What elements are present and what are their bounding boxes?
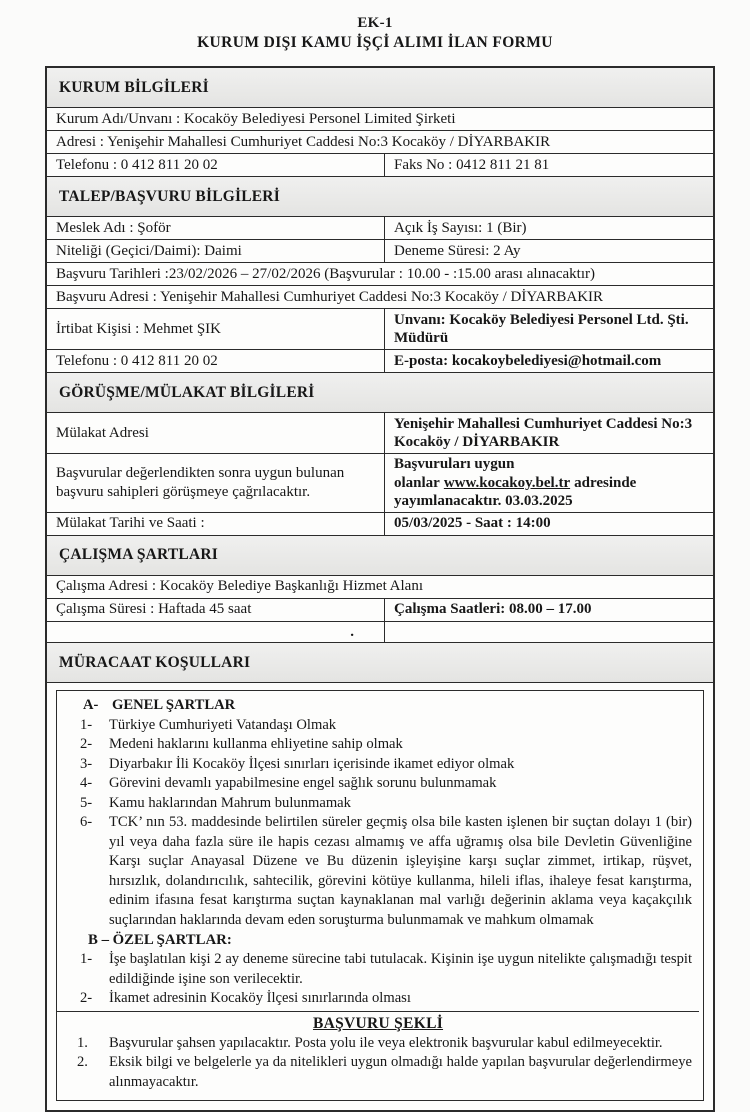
kurum-faks-value: Faks No : 0412 811 21 81 <box>394 156 550 173</box>
conditions-inner-box <box>56 690 704 1101</box>
row-irtibat-unvan <box>47 309 713 350</box>
ozel-sart-item <box>57 989 699 1009</box>
item-text: Diyarbakır İli Kocaköy İlçesi sınırları içerisinde ikamet ediyor olmak <box>109 755 515 772</box>
muracaat-body <box>47 683 713 1110</box>
item-text: Eksik bilgi ve belgelerle ya da nitelikleri uygun olmadığı halde yapılan başvurular değerlendirmeye alınmayacaktır. <box>109 1054 692 1090</box>
eposta-value: E-posta: kocakoybelediyesi@hotmail.com <box>394 352 662 369</box>
item-number: 1- <box>80 716 93 733</box>
genel-sartlar-heading <box>57 696 699 716</box>
genel-sart-item <box>57 735 699 755</box>
basvuru-sekli-block <box>57 1011 699 1101</box>
kurum-adres-value: Adresi : Yenişehir Mahallesi Cumhuriyet Caddesi No:3 Kocaköy / DİYARBAKIR <box>56 133 551 150</box>
row-basvuru-adresi <box>47 286 713 309</box>
item-text: Medeni haklarını kullanma ehliyetine sahip olmak <box>109 736 403 753</box>
item-text: Başvurular şahsen yapılacaktır. Posta yolu ile veya elektronik başvurular kabul edilmeyecektir. <box>109 1034 663 1051</box>
row-empty-dot <box>47 622 713 644</box>
basvuru-sekli-item <box>57 1053 699 1092</box>
basvuru-tarihleri-value: Başvuru Tarihleri :23/02/2026 – 27/02/2026 (Başvurular : 10.00 - :15.00 arası alınacaktır) <box>56 265 595 282</box>
item-number: 5- <box>80 794 93 811</box>
genel-sartlar-title: GENEL ŞARTLAR <box>112 697 236 714</box>
talep-telefon-value: Telefonu : 0 412 811 20 02 <box>56 352 218 369</box>
item-number: 4- <box>80 775 93 792</box>
yayim-url-link: www.kocakoy.bel.tr <box>443 474 571 491</box>
row-mulakat-adresi <box>47 413 713 454</box>
section-header-gorusme-mulakat: GÖRÜŞME/MÜLAKAT BİLGİLERİ <box>47 373 713 413</box>
item-number: 1. <box>77 1034 88 1051</box>
yayim-suffix: adresinde yayımlanacaktır. 03.03.2025 <box>394 474 637 510</box>
mulakat-tarihi-value: 05/03/2025 - Saat : 14:00 <box>394 515 551 532</box>
item-number: 2- <box>80 990 93 1007</box>
calisma-suresi-value: Çalışma Süresi : Haftada 45 saat <box>56 601 252 618</box>
basvuru-sekli-title: BAŞVURU ŞEKLİ <box>312 1014 444 1032</box>
item-text: TCK’ nın 53. maddesinde belirtilen süreler geçmiş olsa bile kasten işlenen bir suçtan dolayı 1 (bir) yıl veya daha fazla süre ile hapis cezası almamış ve affa uğramış olsa bile Devletin Güvenliğine Karşı suçlar Anayasal Düzene ve Bu düzenin işleyişine karşı suçlar zimmet, irtikap, rüşvet, hırsızlık, dolandırıcılık, sahtecilik, görevini kötüye kullanma, hileli iflas, ihaleye fesat karıştırma, edinim ifasına fesat karıştırma suçtan kaynaklanan mal varlığı değerinin aklama veya kaçakçılık suçlarından haklarında devam eden soruşturma bulunmamak ve mahkum olmamak <box>109 814 692 928</box>
genel-sart-item <box>57 774 699 794</box>
item-number: 1- <box>80 951 93 968</box>
row-degerlendirme-yayim <box>47 454 713 513</box>
section-header-kurum-bilgileri: KURUM BİLGİLERİ <box>47 68 713 108</box>
document-code: EK-1 <box>357 15 393 31</box>
row-basvuru-tarihleri <box>47 263 713 286</box>
row-kurum-adres <box>47 131 713 154</box>
calisma-saatleri-value: Çalışma Saatleri: 08.00 – 17.00 <box>394 601 592 618</box>
mulakat-adresi-value: Yenişehir Mahallesi Cumhuriyet Caddesi No:3 Kocaköy / DİYARBAKIR <box>394 415 693 451</box>
yayim-notu <box>394 455 704 511</box>
acik-is-sayisi-value: Açık İş Sayısı: 1 (Bir) <box>394 219 527 236</box>
basvuru-adresi-value: Başvuru Adresi : Yenişehir Mahallesi Cumhuriyet Caddesi No:3 Kocaköy / DİYARBAKIR <box>56 288 604 305</box>
genel-sart-item <box>57 716 699 736</box>
section-header-muracaat-kosullari: MÜRACAAT KOŞULLARI <box>47 643 713 683</box>
row-kurum-adi <box>47 108 713 131</box>
irtibat-kisisi-value: İrtibat Kişisi : Mehmet ŞIK <box>56 320 221 337</box>
row-telefon-faks <box>47 154 713 177</box>
item-number: 6- <box>80 814 93 831</box>
degerlendirme-notu: Başvurular değerlendikten sonra uygun bulunan başvuru sahipleri görüşmeye çağrılacaktır. <box>56 465 345 500</box>
item-text: İkamet adresinin Kocaköy İlçesi sınırlarında olması <box>109 990 411 1007</box>
section-header-talep-basvuru: TALEP/BAŞVURU BİLGİLERİ <box>47 177 713 217</box>
mulakat-adresi-label: Mülakat Adresi <box>56 424 149 441</box>
basvuru-sekli-item <box>57 1034 699 1054</box>
stray-dot-mark: . <box>350 623 354 640</box>
row-telefon-eposta <box>47 350 713 373</box>
document-header <box>0 0 750 52</box>
ozel-sartlar-heading: B – ÖZEL ŞARTLAR: <box>88 932 232 949</box>
section-header-calisma-sartlari: ÇALIŞMA ŞARTLARI <box>47 536 713 576</box>
document-title: KURUM DIŞI KAMU İŞÇİ ALIMI İLAN FORMU <box>197 33 553 51</box>
mulakat-tarihi-label: Mülakat Tarihi ve Saati : <box>56 515 205 532</box>
item-number: 2- <box>80 736 93 753</box>
row-mulakat-tarihi <box>47 513 713 536</box>
item-text: Kamu haklarından Mahrum bulunmamak <box>109 794 351 811</box>
announcement-form-table <box>45 66 715 1112</box>
calisma-adresi-value: Çalışma Adresi : Kocaköy Belediye Başkanlığı Hizmet Alanı <box>56 578 424 595</box>
kurum-adi-value: Kurum Adı/Unvanı : Kocaköy Belediyesi Personel Limited Şirketi <box>56 110 456 127</box>
deneme-suresi-value: Deneme Süresi: 2 Ay <box>394 242 521 259</box>
yayim-prefix: Başvuruları uygun olanlar <box>394 456 515 491</box>
item-text: Görevini devamlı yapabilmesine engel sağlık sorunu bulunmamak <box>109 775 497 792</box>
item-text: İşe başlatılan kişi 2 ay deneme sürecine tabi tutulacak. Kişinin işe uygun nitelikte çalışmadığı tespit edildiğinde işine son verilecektir. <box>109 951 692 987</box>
genel-sart-item <box>57 755 699 775</box>
unvan-value: Unvanı: Kocaköy Belediyesi Personel Ltd. Şti. Müdürü <box>394 311 689 347</box>
genel-sart-item <box>57 813 699 930</box>
item-number: 2. <box>77 1054 88 1071</box>
genel-sartlar-letter: A- <box>83 697 99 714</box>
item-text: Türkiye Cumhuriyeti Vatandaşı Olmak <box>109 716 337 733</box>
row-meslek-acikis <box>47 217 713 240</box>
row-nitelik-deneme <box>47 240 713 263</box>
nitelik-value: Niteliği (Geçici/Daimi): Daimi <box>56 242 242 259</box>
meslek-adi-value: Meslek Adı : Şoför <box>56 219 171 236</box>
item-number: 3- <box>80 755 93 772</box>
genel-sart-item <box>57 794 699 814</box>
ozel-sart-item <box>57 950 699 989</box>
row-calisma-adresi <box>47 576 713 599</box>
row-calisma-sure-saat <box>47 599 713 622</box>
kurum-telefon-value: Telefonu : 0 412 811 20 02 <box>56 156 218 173</box>
